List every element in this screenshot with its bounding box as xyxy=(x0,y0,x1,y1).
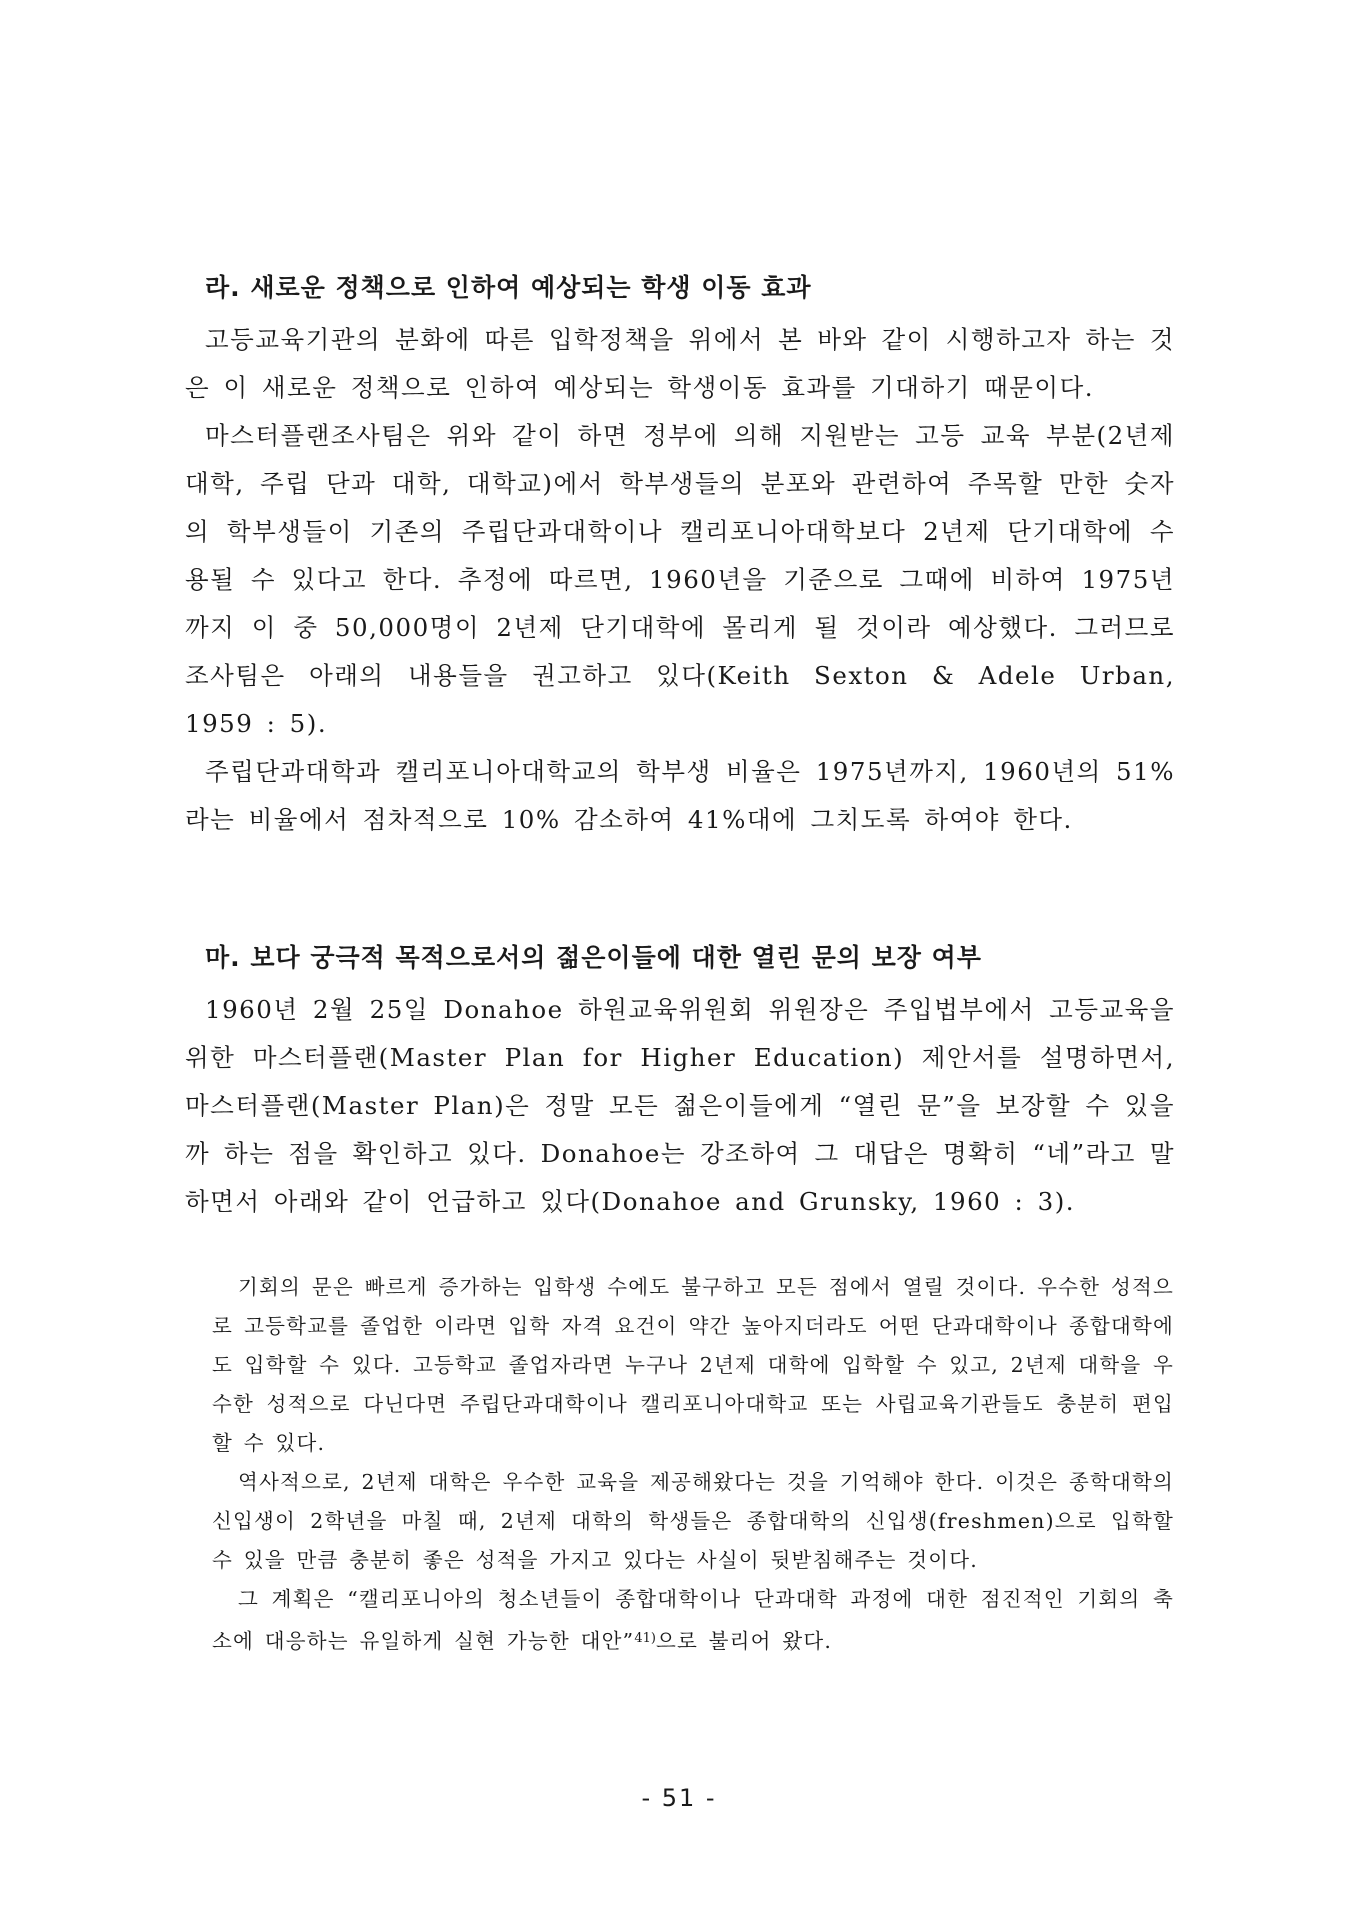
section-ma-paragraph-1: 1960년 2월 25일 Donahoe 하원교육위원회 위원장은 주입법부에서 고등교육을 위한 마스터플랜(Master Plan for Higher Education) 제안서를 설명하면서, 마스터플랜(Master Plan)은 정말 모든 젊은이들에게 “열린 문”을 보장할 수 있을까 하는 점을 확인하고 있다. Donahoe는 강조하여 그 대답은 명확히 “네”라고 말하면서 아래와 같이 언급하고 있다(Donahoe and Grunsky, 1960 : 3). xyxy=(185,995,1175,1216)
page-number: - 51 - xyxy=(641,1784,717,1812)
section-ra-paragraph-1: 고등교육기관의 분화에 따른 입학정책을 위에서 본 바와 같이 시행하고자 하는 것은 이 새로운 정책으로 인하여 예상되는 학생이동 효과를 기대하기 때문이다. xyxy=(185,325,1175,402)
section-ra xyxy=(185,268,1175,844)
section-ra-paragraph-3: 주립단과대학과 캘리포니아대학교의 학부생 비율은 1975년까지, 1960년의 51%라는 비율에서 점차적으로 10% 감소하여 41%대에 그치도록 하여야 한다. xyxy=(185,757,1175,834)
block-quote xyxy=(212,1268,1174,1661)
section-ma-heading: 마. 보다 궁극적 목적으로서의 젊은이들에 대한 열린 문의 보장 여부 xyxy=(205,943,982,972)
footnote-reference[interactable]: 41) xyxy=(634,1631,656,1646)
quote-paragraph-2: 역사적으로, 2년제 대학은 우수한 교육을 제공해왔다는 것을 기억해야 한다. 이것은 종학대학의 신입생이 2학년을 마칠 때, 2년제 대학의 학생들은 종합대학의 신입생(freshmen)으로 입학할 수 있을 만큼 충분히 좋은 성적을 가지고 있다는 사실이 뒷받침해주는 것이다. xyxy=(212,1470,1174,1572)
quote-paragraph-1: 기회의 문은 빠르게 증가하는 입학생 수에도 불구하고 모든 점에서 열릴 것이다. 우수한 성적으로 고등학교를 졸업한 이라면 입학 자격 요건이 약간 높아지더라도 어떤 단과대학이나 종합대학에도 입학할 수 있다. 고등학교 졸업자라면 누구나 2년제 대학에 입학할 수 있고, 2년제 대학을 우수한 성적으로 다닌다면 주립단과대학이나 캘리포니아대학교 또는 사립교육기관들도 충분히 편입할 수 있다. xyxy=(212,1275,1174,1455)
section-ra-heading: 라. 새로운 정책으로 인하여 예상되는 학생 이동 효과 xyxy=(205,273,812,302)
section-ra-paragraph-2: 마스터플랜조사팀은 위와 같이 하면 정부에 의해 지원받는 고등 교육 부분(2년제 대학, 주립 단과 대학, 대학교)에서 학부생들의 분포와 관련하여 주목할 만한 숫자의 학부생들이 기존의 주립단과대학이나 캘리포니아대학보다 2년제 단기대학에 수용될 수 있다고 한다. 추정에 따르면, 1960년을 기준으로 그때에 비하여 1975년까지 이 중 50,000명이 2년제 단기대학에 몰리게 될 것이라 예상했다. 그러므로 조사팀은 아래의 내용들을 권고하고 있다(Keith Sexton & Adele Urban, 1959 : 5). xyxy=(185,421,1175,738)
quote-paragraph-3: 그 계획은 “캘리포니아의 청소년들이 종합대학이나 단과대학 과정에 대한 점진적인 기회의 축소에 대응하는 유일하게 실현 가능한 대안”$^{41)}$으로 불리어 왔다. xyxy=(212,1587,1174,1653)
section-ma xyxy=(185,938,1175,1226)
